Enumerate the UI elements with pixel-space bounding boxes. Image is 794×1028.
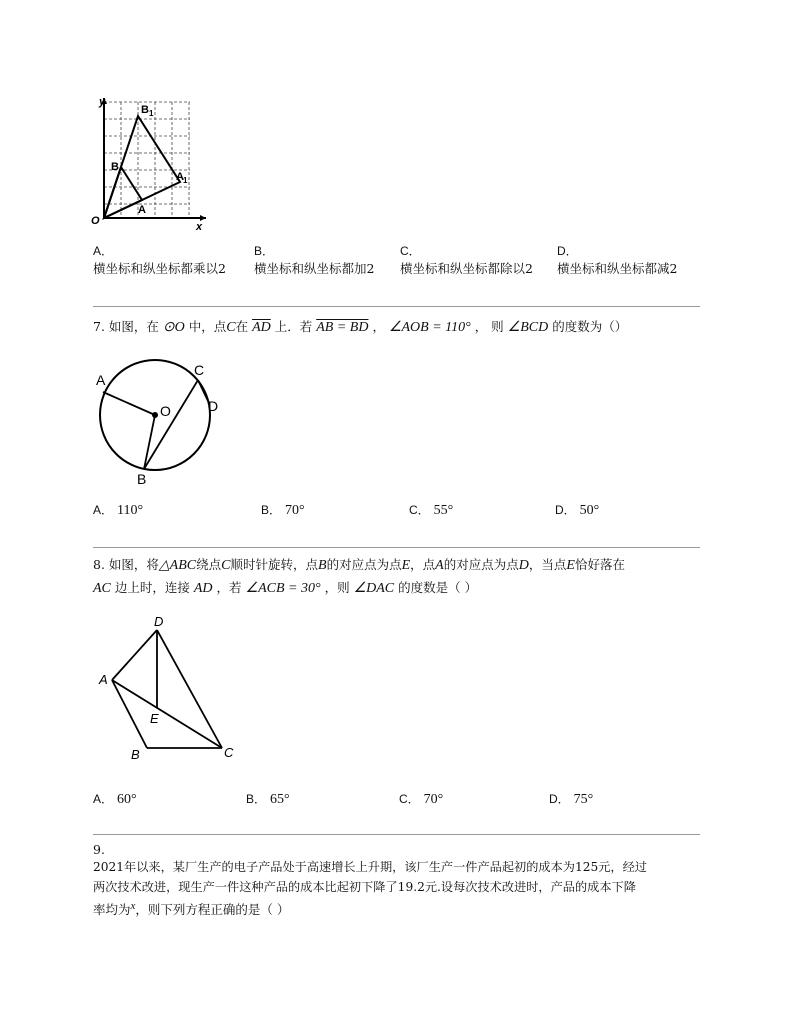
origin-label: O bbox=[91, 215, 100, 227]
q9-line1: 2021年以来，某厂生产的电子产品处于高速增长上升期，该厂生产一件产品起初的成本为125元，经过 bbox=[93, 860, 647, 874]
option-letter: B． bbox=[246, 792, 267, 806]
option-letter: D． bbox=[549, 792, 570, 806]
math-var: C bbox=[221, 558, 231, 573]
q8-stem-line1 bbox=[93, 557, 625, 574]
stem-text: ， 则 bbox=[474, 319, 504, 334]
divider bbox=[93, 834, 700, 835]
math-var: E bbox=[566, 558, 575, 573]
q6-option-c[interactable] bbox=[400, 243, 533, 277]
label-D: D bbox=[154, 614, 164, 629]
triangle-ABC: △ABC bbox=[158, 558, 197, 573]
stem-text: ，点 bbox=[410, 557, 436, 572]
q8-option-d[interactable] bbox=[549, 791, 593, 808]
q8-stem-line2 bbox=[93, 580, 477, 597]
circle-symbol: ⊙O bbox=[162, 320, 185, 335]
q7-option-d[interactable] bbox=[555, 502, 599, 519]
stem-text: 的度数为（） bbox=[552, 319, 628, 334]
label-C: C bbox=[224, 745, 234, 760]
label-B1-sub: 1 bbox=[149, 109, 154, 118]
q6-option-d[interactable] bbox=[557, 243, 677, 277]
label-A: A bbox=[96, 372, 106, 388]
y-axis-label: y bbox=[99, 96, 106, 108]
label-B: B bbox=[131, 747, 140, 762]
stem-text: 的度数是（ ） bbox=[398, 580, 478, 595]
q8-option-a[interactable] bbox=[93, 791, 137, 808]
option-text: 横坐标和纵坐标都除以2 bbox=[400, 261, 533, 276]
math-var: E bbox=[401, 558, 411, 573]
math-var: D bbox=[518, 558, 529, 573]
option-letter: B． bbox=[254, 244, 275, 258]
angle-DAC: ∠DAC bbox=[353, 581, 395, 596]
grid-lines bbox=[104, 102, 190, 218]
label-A: A bbox=[99, 672, 108, 687]
angle-ACB: ∠ACB = 30° bbox=[245, 581, 321, 596]
stem-text: 8. 如图，将 bbox=[93, 557, 159, 572]
segment-DA bbox=[112, 630, 157, 680]
label-B: B bbox=[111, 161, 119, 173]
divider bbox=[93, 306, 700, 307]
option-letter: D． bbox=[555, 503, 576, 517]
segment-DC bbox=[157, 630, 222, 748]
label-O: O bbox=[160, 403, 171, 419]
label-C: C bbox=[194, 362, 205, 378]
label-A1: A bbox=[176, 171, 184, 183]
angle-AOB: ∠AOB = 110° bbox=[388, 320, 471, 335]
option-value: 70° bbox=[285, 503, 305, 518]
stem-text: ，则下列方程正确的是（ ） bbox=[135, 902, 290, 918]
stem-text: ，若 bbox=[216, 580, 242, 595]
math-var: B bbox=[318, 558, 327, 573]
divider bbox=[93, 547, 700, 548]
q9-number: 9. bbox=[93, 842, 105, 857]
center-dot bbox=[152, 412, 158, 418]
option-value: 50° bbox=[579, 503, 600, 518]
q7-option-b[interactable] bbox=[261, 502, 305, 519]
stem-text: 边上时，连接 bbox=[114, 580, 190, 595]
option-letter: C． bbox=[409, 503, 430, 517]
option-value: 110° bbox=[117, 503, 144, 518]
stem-text: ，则 bbox=[324, 580, 350, 595]
q6-grid-figure bbox=[88, 92, 218, 232]
stem-text: 恰好落在 bbox=[574, 557, 625, 572]
label-B: B bbox=[137, 471, 147, 487]
segment-AO bbox=[103, 392, 155, 415]
option-value: 55° bbox=[433, 503, 454, 518]
angle-BCD: ∠BCD bbox=[507, 320, 549, 335]
stem-text: 7. 如图，在 bbox=[93, 319, 159, 334]
math-var: C bbox=[226, 320, 236, 335]
option-text: 横坐标和纵坐标都减2 bbox=[557, 261, 678, 276]
q7-option-a[interactable] bbox=[93, 502, 143, 519]
label-A1-sub: 1 bbox=[183, 176, 188, 185]
q6-option-a[interactable] bbox=[93, 243, 226, 277]
label-E: E bbox=[150, 711, 159, 726]
stem-text: 在 bbox=[235, 319, 249, 334]
option-text: 横坐标和纵坐标都加2 bbox=[254, 261, 375, 276]
label-B1: B bbox=[141, 104, 149, 116]
segment-AC: AC bbox=[93, 581, 111, 596]
option-letter: D． bbox=[557, 244, 578, 258]
q7-stem bbox=[93, 319, 627, 336]
stem-text: 上．若 bbox=[274, 319, 313, 334]
q9-line2: 两次技术改进，现生产一件这种产品的成本比起初下降了19.2元.设每次技术改进时，产品的成本下降 bbox=[93, 880, 636, 894]
stem-text: 的对应点为点 bbox=[443, 557, 519, 572]
x-axis-label: x bbox=[196, 221, 203, 232]
option-letter: A． bbox=[93, 244, 114, 258]
option-letter: B． bbox=[261, 503, 282, 517]
stem-text: ， bbox=[372, 319, 385, 334]
q8-option-b[interactable] bbox=[246, 791, 290, 808]
option-value: 65° bbox=[270, 792, 290, 807]
triangle-OAB bbox=[104, 167, 142, 218]
option-value: 70° bbox=[423, 792, 444, 807]
stem-text: ，当点 bbox=[528, 557, 567, 572]
option-text: 横坐标和纵坐标都乘以2 bbox=[93, 261, 226, 276]
segment-AD: AD bbox=[193, 581, 213, 596]
q7-option-c[interactable] bbox=[409, 502, 453, 519]
option-letter: C． bbox=[399, 792, 420, 806]
math-var-x: x bbox=[130, 900, 136, 912]
arc-equation: AB = BD bbox=[316, 320, 369, 335]
segment-CD bbox=[198, 380, 208, 401]
label-D: D bbox=[208, 398, 219, 414]
q7-circle-figure bbox=[88, 358, 228, 488]
option-letter: C． bbox=[400, 244, 421, 258]
segment-BC bbox=[144, 380, 198, 469]
option-letter: A． bbox=[93, 503, 114, 517]
q8-option-c[interactable] bbox=[399, 791, 443, 808]
q6-option-b[interactable] bbox=[254, 243, 374, 277]
arc-AD: $\overline{AD}$ bbox=[252, 320, 271, 335]
q8-rotation-figure bbox=[92, 610, 252, 770]
math-var: A bbox=[435, 558, 444, 573]
option-value: 75° bbox=[573, 792, 594, 807]
label-A: A bbox=[138, 204, 146, 216]
stem-text: 的对应点为点 bbox=[326, 557, 402, 572]
stem-text: 绕点 bbox=[196, 557, 222, 572]
q9-line3 bbox=[93, 898, 289, 918]
stem-text: 率均为 bbox=[93, 902, 131, 918]
stem-text: 顺时针旋转，点 bbox=[230, 557, 318, 572]
option-letter: A． bbox=[93, 792, 114, 806]
option-value: 60° bbox=[117, 792, 137, 807]
stem-text: 中，点 bbox=[188, 319, 227, 334]
